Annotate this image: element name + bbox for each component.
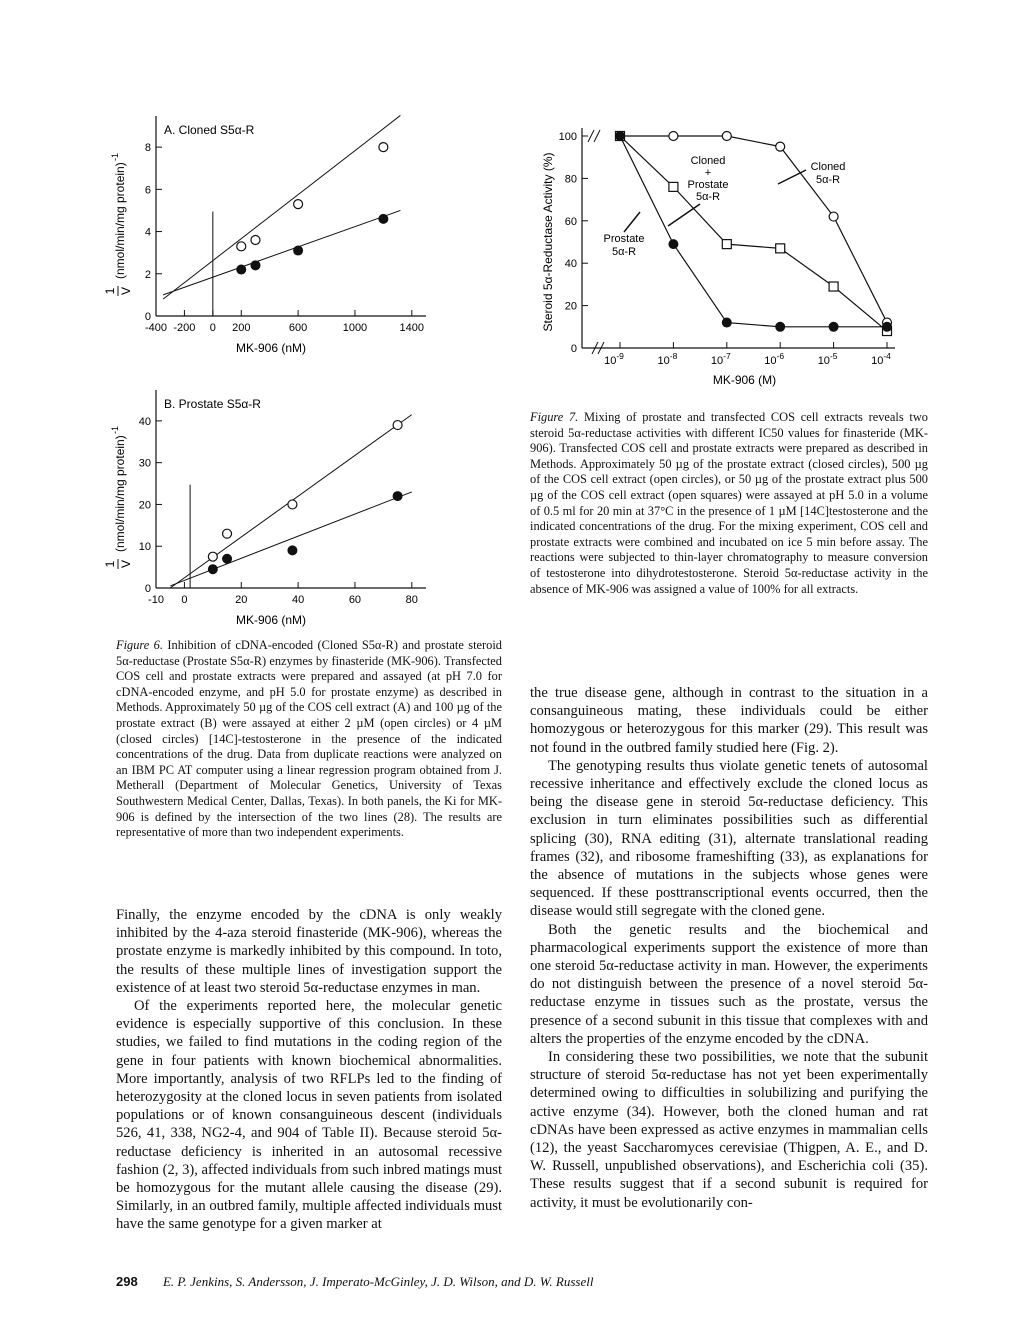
fig6b-y-tick-label: 10 — [138, 541, 151, 554]
figure-6a-chart — [90, 108, 430, 373]
fig7-point-2-4 — [829, 322, 838, 331]
fig6b-x-tick-label: 20 — [235, 594, 248, 606]
fig6b-y-label-frac-top: 1 — [103, 560, 117, 568]
right-paragraph-3: Both the genetic results and the biochemical and pharmacological experiments support the existence of more than one steroid 5α-reductase activity in man. However, the experiments do not distinguish between the presence of a novel steroid 5α-reductase enzyme in tissues such as the prostate, versus the presence of a second subunit in this tissue that complexes with and alters the properties of the enzyme encoded by the cDNA. — [530, 921, 928, 1047]
fig6b-x-tick-label: 60 — [348, 594, 362, 606]
fig6a-x-tick-label: -400 — [144, 322, 168, 334]
page-footer — [116, 1274, 593, 1290]
fig7-point-0-1 — [669, 132, 678, 141]
fig7-point-2-2 — [722, 318, 731, 327]
fig6b-y-label — [103, 426, 133, 569]
fig6a-x-tick-label: 1400 — [399, 322, 425, 334]
fig6a-y-label-frac-top: 1 — [103, 287, 117, 295]
fig6a-point-0-2 — [294, 200, 303, 209]
fig6b-point-1-0 — [208, 565, 217, 574]
fig6a-y-label-frac-bottom: V — [119, 286, 133, 296]
fig7-x-tick-label: $10^{-7}$ — [710, 351, 731, 367]
fig6b-x-tick-label: -10 — [148, 594, 164, 606]
fig6b-point-1-1 — [223, 554, 232, 563]
fig6a-y-tick-label: 8 — [144, 142, 151, 155]
fig7-x-tick-label: $10^{-4}$ — [871, 351, 891, 367]
fig6a-point-0-0 — [237, 242, 246, 251]
fig6b-y-label-sup: -1 — [110, 425, 120, 434]
fig6b-y-tick-label: 30 — [138, 457, 151, 470]
fig7-y-tick-label: 20 — [564, 300, 577, 313]
fig6b-x-tick-label: 40 — [291, 594, 305, 606]
fig7-annotation-arrow — [624, 212, 640, 232]
figure-6a-svg — [90, 108, 430, 373]
left-text-column — [116, 906, 502, 1234]
fig7-axis-break — [588, 130, 594, 142]
fig7-x-tick-label: $10^{-5}$ — [817, 351, 838, 367]
fig6b-point-0-1 — [223, 529, 232, 538]
fig7-point-1-2 — [722, 240, 731, 249]
fig6a-x-tick-label: 200 — [232, 322, 251, 334]
figure-7-chart — [520, 108, 920, 400]
fig6a-y-label — [103, 153, 133, 296]
footer-authors: E. P. Jenkins, S. Andersson, J. Imperato-McGinley, J. D. Wilson, and D. W. Russell — [162, 1274, 594, 1289]
page-number: 298 — [116, 1274, 138, 1289]
figure-6-caption-lead: Figure 6. — [116, 638, 163, 652]
fig7-y-tick-label: 60 — [564, 215, 577, 228]
right-text-column — [530, 684, 928, 1212]
fig7-y-tick-label: 100 — [558, 131, 577, 143]
fig7-point-2-5 — [883, 322, 892, 331]
fig7-y-tick-label: 40 — [564, 258, 577, 271]
fig6a-x-tick-label: 1000 — [342, 322, 368, 334]
fig6a-point-1-3 — [379, 214, 388, 223]
fig7-annotation-prostate: Prostate 5α-R — [603, 233, 645, 258]
fig7-x-tick-label: $10^{-6}$ — [764, 351, 785, 367]
fig6b-x-tick-label: 0 — [181, 594, 188, 606]
fig7-point-1-4 — [829, 282, 838, 291]
fig7-annotation-cloned: Cloned 5α-R — [810, 161, 846, 186]
fig7-annotation-arrow — [778, 170, 806, 184]
fig6b-point-1-3 — [393, 492, 402, 501]
fig6b-y-tick-label: 40 — [138, 415, 151, 428]
fig6a-y-label-sup: -1 — [110, 152, 120, 161]
fig7-annotation-cloned-prostate: Cloned + Prostate 5α-R — [687, 155, 729, 203]
fig6a-point-0-3 — [379, 143, 388, 152]
figure-7-caption-lead: Figure 7. — [530, 410, 579, 424]
figure-6b-chart — [90, 378, 430, 628]
fig6b-y-tick-label: 20 — [138, 499, 151, 512]
fig7-y-label: Steroid 5α-Reductase Activity (%) — [541, 152, 555, 332]
fig7-x-label: MK-906 (M) — [712, 373, 777, 387]
fig7-point-0-2 — [722, 132, 731, 141]
fig6b-x-label: MK-906 (nM) — [235, 613, 307, 627]
right-paragraph-4: In considering these two possibilities, we note that the subunit structure of steroid 5α-reductase has not yet been experimentally determined owing to difficulties in solubilizing and purifying the active enzyme (34). However, both the cloned human and rat cDNAs have been expressed as active enzymes in mammalian cells (12), the yeast Saccharomyces cerevisiae (Thigpen, A. E., and D. W. Russell, unpublished observations), and Escherichia coli (35). These results suggest that if a second subunit is required for activity, it must be evolutionarily con- — [530, 1049, 928, 1211]
right-paragraph-1: the true disease gene, although in contrast to the situation in a consanguineous mating, these individuals could be either homozygous or heterozygous for this marker (29). This result was not found in the outbred family studied here (Fig. 2). — [530, 685, 928, 756]
fig7-series-line-0 — [620, 136, 887, 323]
right-paragraph-2: The genotyping results thus violate genetic tenets of autosomal recessive inheritance and effectively exclude the cloned locus as being the disease gene in steroid 5α-reductase deficiency. This exclusion in turn eliminates possibilities such as differential splicing (30), RNA editing (31), alternate translational reading frames (32), and ribosome frameshifting (33), as explanations for the absence of mutations in the subjects whose genes were sequenced. If these posttranscriptional events occurred, then the disease would still segregate with the cloned gene. — [530, 757, 928, 920]
fig7-axis-break — [594, 130, 600, 142]
fig7-point-1-1 — [669, 182, 678, 191]
figure-6b-svg — [90, 378, 430, 628]
fig6b-point-0-2 — [288, 500, 297, 509]
fig7-x-tick-label: $10^{-9}$ — [604, 351, 624, 367]
fig7-point-2-3 — [776, 322, 785, 331]
fig6a-y-tick-label: 2 — [144, 268, 151, 281]
figure-7-svg — [520, 108, 920, 400]
figure-7-caption — [530, 410, 928, 597]
fig6b-x-tick-label: 80 — [405, 594, 418, 606]
figure-6-caption-text: Inhibition of cDNA-encoded (Cloned S5α-R) and prostate steroid 5α-reductase (Prostate S5α-R) enzymes by finasteride (MK-906). Transfected COS cell and prostate extracts were prepared and assayed (at pH 7.0 for cDNA-encoded enzyme, and pH 5.0 for prostate enzyme) as described in Methods. Approximately 50 µg of the COS cell extract (A) and 100 µg of the prostate extract (B) were assayed at either 2 µM (open circles) or 4 µM (closed circles) [14C]-testosterone in the presence of the indicated concentrations of the drug. Data from duplicate reactions were analyzed on an IBM PC AT computer using a linear regression program obtained from J. Metherall (Department of Molecular Genetics, University of Texas Southwestern Medical Center, Dallas, Texas). In both panels, the Ki for MK-906 is defined by the intersection of the two lines (28). The results are representative of more than two independent experiments. — [116, 638, 502, 840]
fig7-point-0-3 — [776, 142, 785, 151]
fig6a-title: A. Cloned S5α-R — [164, 123, 255, 137]
fig6a-x-tick-label: 0 — [209, 322, 216, 334]
fig6b-y-tick-label: 0 — [144, 583, 151, 595]
fig6b-point-0-0 — [208, 552, 217, 561]
fig6b-y-label-text: (nmol/min/mg protein) — [113, 435, 127, 552]
fig6a-x-label: MK-906 (nM) — [235, 341, 307, 355]
fig7-point-1-3 — [776, 244, 785, 253]
fig7-y-tick-label: 80 — [564, 173, 577, 186]
fig7-point-2-1 — [669, 240, 678, 249]
fig6a-y-tick-label: 6 — [144, 184, 151, 197]
left-paragraph-2: Of the experiments reported here, the molecular genetic evidence is especially supportive of this conclusion. In these studies, we failed to find mutations in the coding region of the gene in four patients with known biochemical abnormalities. More importantly, analysis of two RFLPs led to the finding of heterozygosity at the cloned locus in seven patients from isolated populations or of known consanguineous descent (individuals 526, 41, 338, NG2-4, and 904 of Table II). Because steroid 5α-reductase deficiency is inherited in an autosomal recessive fashion (2, 3), affected individuals from such inbred matings must be homozygous for the mutant allele causing the disease (29). Similarly, in an outbred family, multiple affected individuals must have the same genotype for a given marker at — [116, 998, 502, 1233]
fig7-x-tick-label: $10^{-8}$ — [657, 351, 678, 367]
fig6a-point-1-0 — [237, 265, 246, 274]
fig6b-title: B. Prostate S5α-R — [164, 397, 261, 411]
figure-7-caption-text: Mixing of prostate and transfected COS cell extracts reveals two steroid 5α-reductase activities with different IC50 values for finasteride (MK-906). Transfected COS cell and prostate extracts were prepared as described in Methods. Approximately 50 µg of the prostate extract (closed circles), 500 µg of the COS cell extract (open circles), or 50 µg of the prostate extract plus 500 µg of the COS cell extract (open squares) were assayed at pH 5.0 in a volume of 0.5 ml for 20 min at 37°C in the presence of 1 µM [14C]testosterone and the indicated concentrations of the drug. For the mixing experiment, COS cell and prostate extracts were combined and incubated on ice 5 min before assay. The reactions were subjected to thin-layer chromatography to measure conversion of testosterone into dihydrotestosterone. Steroid 5α-reductase activity in the absence of MK-906 was assigned a value of 100% for all extracts. — [530, 410, 928, 596]
fig6a-y-label-text: (nmol/min/mg protein) — [113, 162, 127, 279]
left-paragraph-1: Finally, the enzyme encoded by the cDNA is only weakly inhibited by the 4-aza steroid finasteride (MK-906), whereas the prostate enzyme is markedly inhibited by this compound. In toto, the results of these multiple lines of investigation support the existence of at least two steroid 5α-reductase enzymes in man. — [116, 907, 502, 996]
fig6a-x-tick-label: 600 — [288, 322, 308, 334]
fig6b-point-1-2 — [288, 546, 297, 555]
fig6b-y-label-frac-bottom: V — [119, 559, 133, 569]
fig6a-x-tick-label: -200 — [173, 322, 196, 334]
fig7-point-0-4 — [829, 212, 838, 221]
figure-6-caption — [116, 638, 502, 841]
fig6a-point-0-1 — [251, 236, 260, 245]
fig6a-point-1-1 — [251, 261, 260, 270]
fig6a-fit-line-0 — [163, 115, 400, 299]
fig7-annotation-arrow — [668, 204, 700, 226]
fig6a-point-1-2 — [294, 246, 303, 255]
fig6a-fit-line-1 — [163, 210, 400, 294]
fig7-series-line-1 — [620, 136, 887, 331]
fig6a-y-tick-label: 0 — [144, 311, 151, 323]
fig7-y-tick-label: 0 — [570, 343, 577, 355]
fig6b-point-0-3 — [393, 421, 402, 430]
fig7-point-2-0 — [616, 132, 625, 141]
fig6a-y-tick-label: 4 — [144, 226, 151, 239]
